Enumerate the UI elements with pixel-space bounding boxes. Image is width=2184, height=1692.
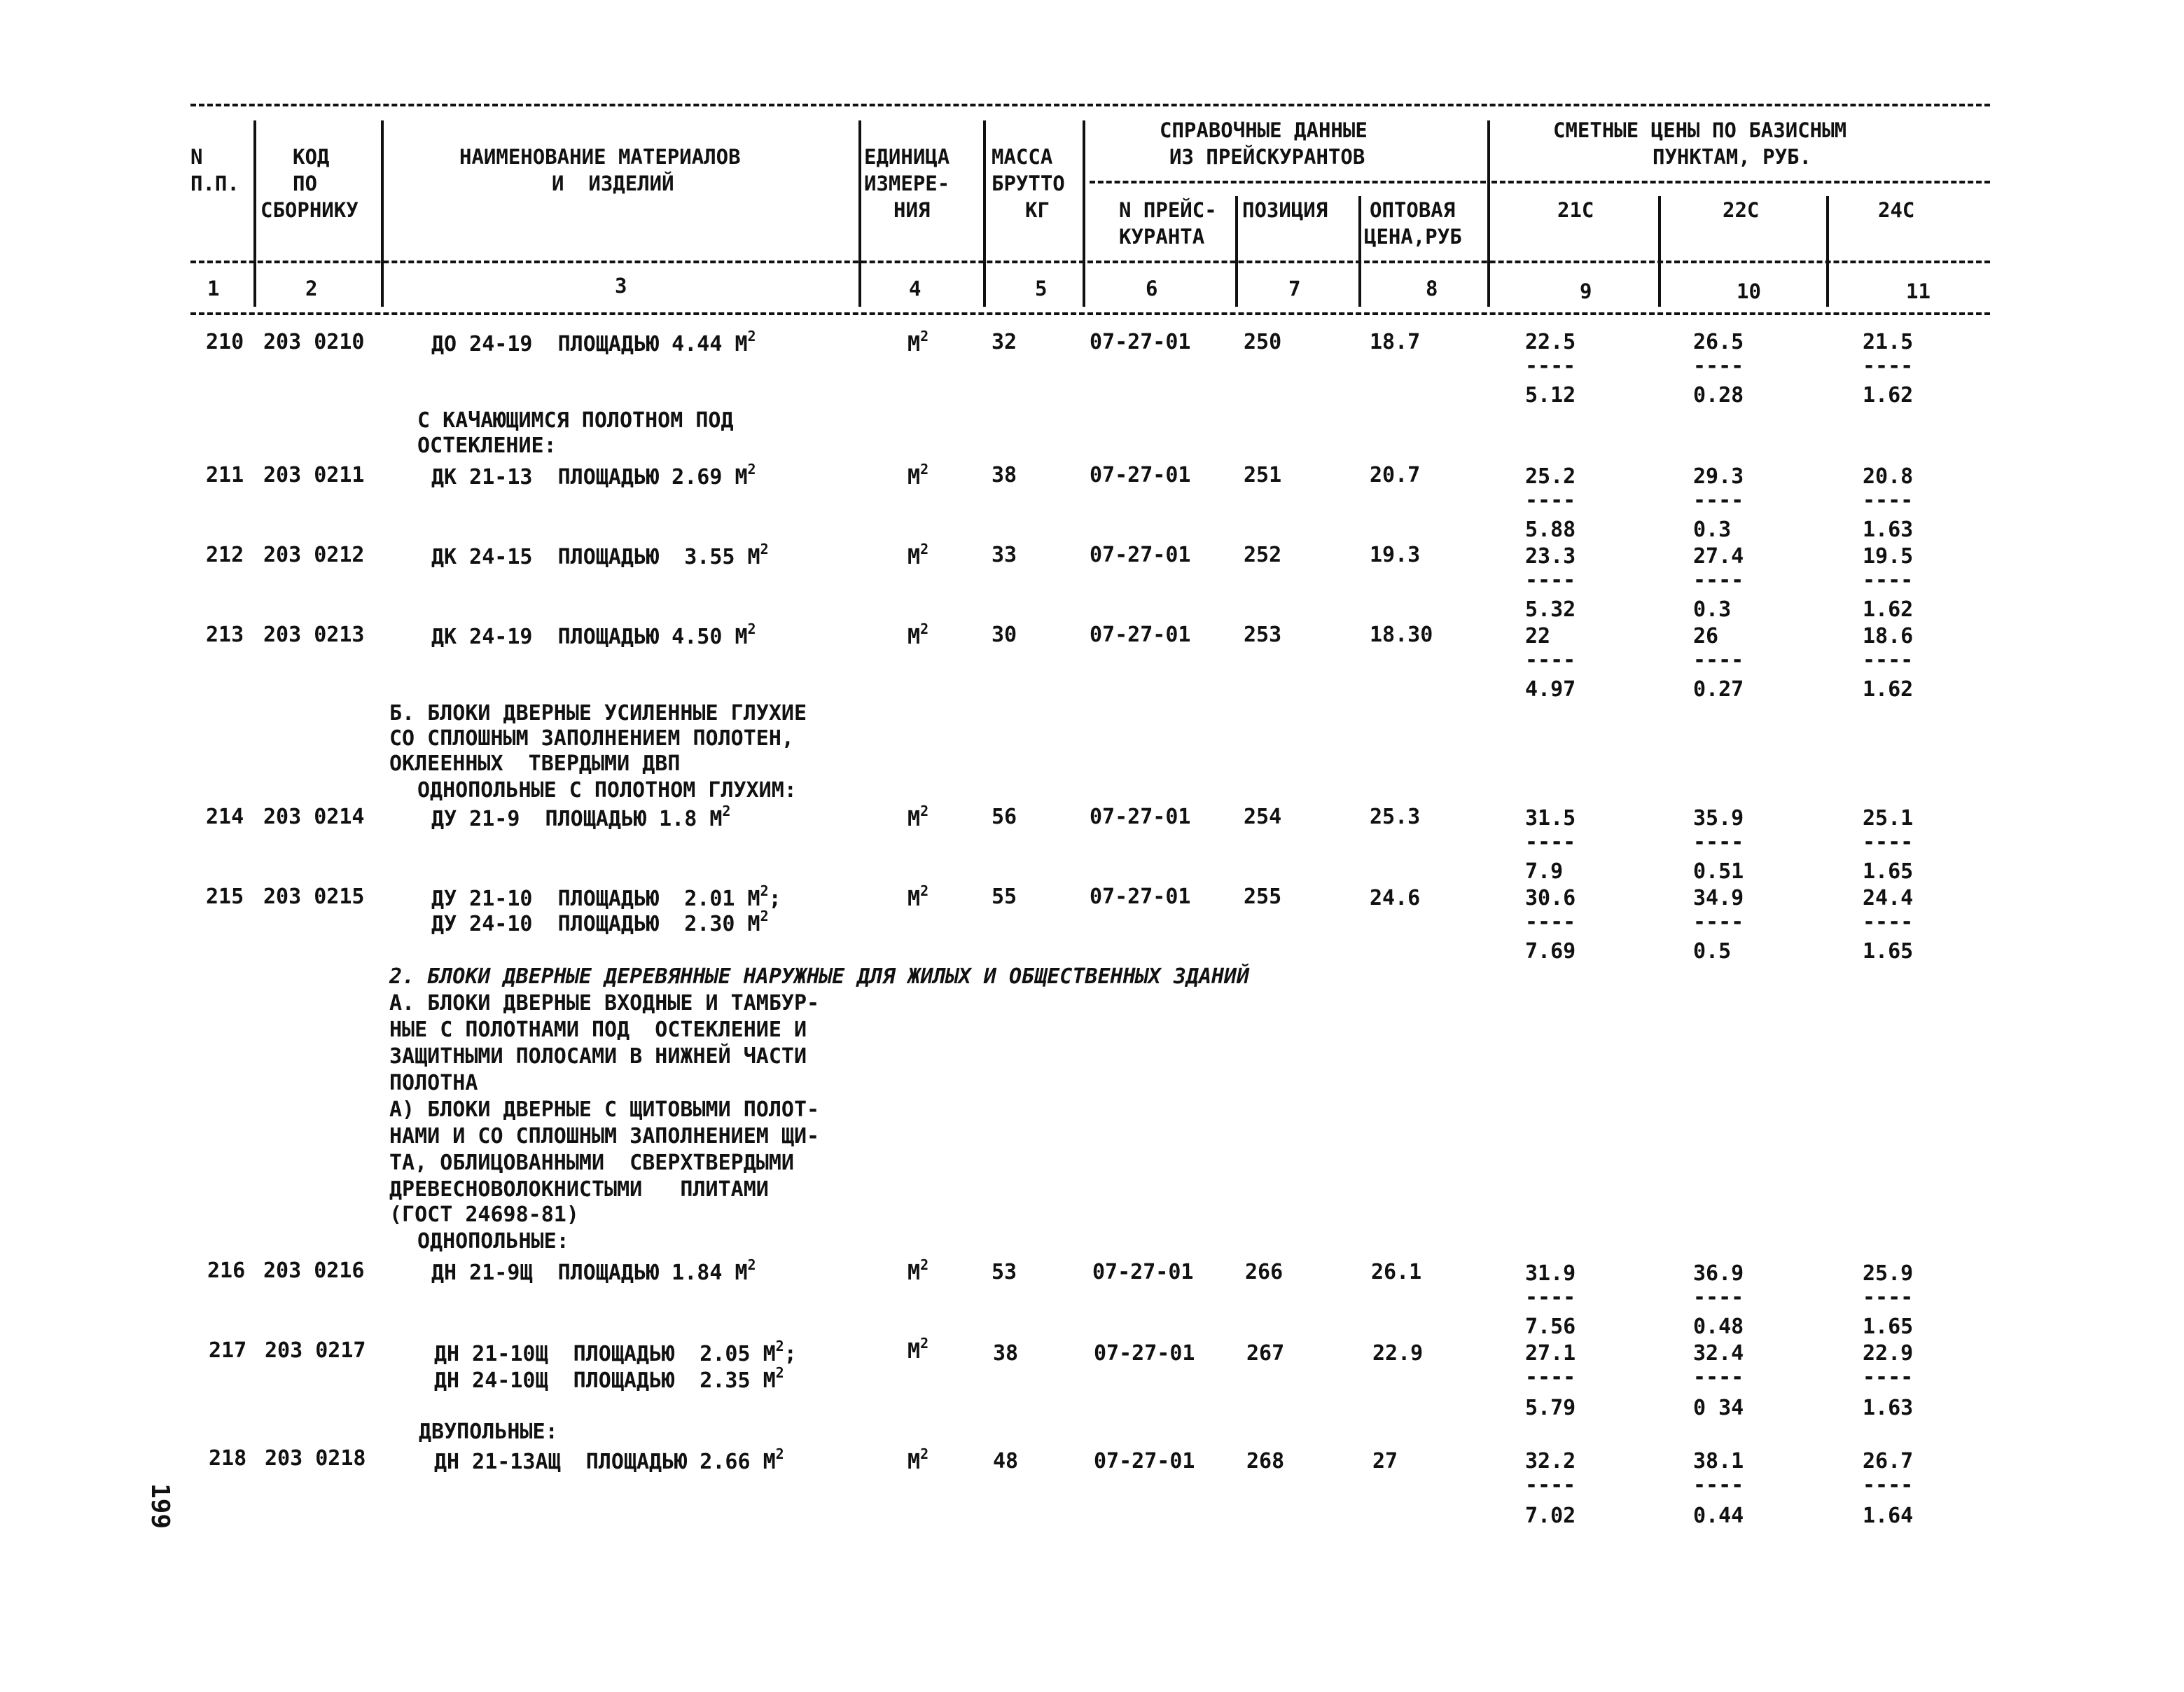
row-price-list: 07-27-01: [1092, 1260, 1194, 1284]
price-22c: 32.4: [1693, 1341, 1744, 1366]
colnum-3: 3: [615, 274, 627, 298]
row-code: 203 0218: [265, 1446, 366, 1471]
row-price-list: 07-27-01: [1090, 805, 1191, 829]
price-22c: 36.9: [1693, 1261, 1744, 1286]
section-heading: 2. БЛОКИ ДВЕРНЫЕ ДЕРЕВЯННЫЕ НАРУЖНЫЕ ДЛЯ ЖИЛЫХ И ОБЩЕСТВЕННЫХ ЗДАНИЙ: [389, 964, 1250, 989]
row-price-list: 07-27-01: [1090, 623, 1191, 647]
colnum-6: 6: [1146, 277, 1158, 300]
price-sep: ----: [1525, 354, 1576, 378]
price-22c-b: 0.3: [1693, 597, 1732, 622]
colnum-10: 10: [1737, 279, 1761, 303]
row-position: 266: [1245, 1260, 1284, 1284]
row-mass: 33: [992, 543, 1017, 567]
hdr-c3-line1: НАИМЕНОВАНИЕ МАТЕРИАЛОВ: [459, 145, 741, 169]
section-note: ЗАЩИТНЫМИ ПОЛОСАМИ В НИЖНЕЙ ЧАСТИ: [389, 1044, 807, 1069]
row-number: 218: [209, 1446, 247, 1471]
hdr-c11: 24С: [1878, 198, 1915, 222]
row-mass: 55: [992, 885, 1017, 909]
price-sep: ----: [1525, 1473, 1576, 1497]
price-21c: 27.1: [1525, 1341, 1576, 1366]
row-code: 203 0213: [263, 623, 365, 647]
hdr-g2-line1: СМЕТНЫЕ ЦЕНЫ ПО БАЗИСНЫМ: [1553, 118, 1847, 142]
price-sep: ----: [1863, 1285, 1914, 1310]
price-24c: 24.4: [1863, 886, 1914, 910]
price-24c-b: 1.65: [1863, 1315, 1914, 1339]
price-sep: ----: [1525, 830, 1576, 854]
row-name: ДО 24-19 ПЛОЩАДЬЮ 4.44 $М^2$: [431, 328, 756, 356]
header-bottom-rule: [190, 312, 1990, 315]
price-21c: 22.5: [1525, 330, 1576, 354]
col-sep: [983, 120, 986, 307]
hdr-c8-line2: ЦЕНА,РУБ: [1364, 225, 1462, 249]
price-24c-b: 1.64: [1863, 1504, 1914, 1528]
row-code: 203 0210: [263, 330, 365, 354]
header-mid-rule-right: [1491, 181, 1990, 183]
price-24c-b: 1.62: [1863, 597, 1914, 622]
hdr-c7: ПОЗИЦИЯ: [1242, 198, 1328, 222]
col-sep: [1658, 196, 1661, 307]
price-24c-b: 1.62: [1863, 383, 1914, 408]
hdr-c4-line3: НИЯ: [893, 198, 931, 222]
row-wholesale: 18.30: [1370, 623, 1433, 647]
row-number: 214: [206, 805, 244, 829]
row-mass: 38: [993, 1341, 1019, 1366]
row-wholesale: 20.7: [1370, 463, 1421, 487]
row-code: 203 0214: [263, 805, 365, 829]
hdr-g1-line2: ИЗ ПРЕЙСКУРАНТОВ: [1169, 145, 1365, 169]
price-21c-b: 4.97: [1525, 677, 1576, 702]
row-price-list: 07-27-01: [1090, 463, 1191, 487]
hdr-c2-line3: СБОРНИКУ: [260, 198, 359, 222]
price-22c: 29.3: [1693, 464, 1744, 489]
price-21c-b: 7.69: [1525, 939, 1576, 964]
price-sep: ----: [1863, 1473, 1914, 1497]
hdr-g1-line1: СПРАВОЧНЫЕ ДАННЫЕ: [1160, 118, 1368, 142]
price-22c-b: 0 34: [1693, 1396, 1744, 1420]
section-note: СО СПЛОШНЫМ ЗАПОЛНЕНИЕМ ПОЛОТЕН,: [389, 726, 794, 751]
header-mid-rule-left: [1090, 181, 1486, 183]
row-name: ДН 21-9Щ ПЛОЩАДЬЮ 1.84 $М^2$: [431, 1256, 756, 1285]
price-24c: 25.9: [1863, 1261, 1914, 1286]
section-note: ОДНОПОЛЬНЫЕ С ПОЛОТНОМ ГЛУХИМ:: [417, 778, 797, 803]
price-sep: ----: [1693, 568, 1744, 592]
section-note: Б. БЛОКИ ДВЕРНЫЕ УСИЛЕННЫЕ ГЛУХИЕ: [389, 701, 807, 726]
section-note: ТА, ОБЛИЦОВАННЫМИ СВЕРХТВЕРДЫМИ: [389, 1151, 794, 1175]
price-sep: ----: [1693, 1365, 1744, 1389]
row-name-2: ДН 24-10Щ ПЛОЩАДЬЮ 2.35 $М^2$: [434, 1364, 784, 1393]
row-price-list: 07-27-01: [1090, 885, 1191, 909]
row-wholesale: 19.3: [1370, 543, 1421, 567]
section-note: ПОЛОТНА: [389, 1071, 478, 1095]
price-21c-b: 7.56: [1525, 1315, 1576, 1339]
price-21c: 31.9: [1525, 1261, 1576, 1286]
price-21c-b: 7.02: [1525, 1504, 1576, 1528]
header-num-top-rule: [190, 261, 1990, 263]
row-mass: 32: [992, 330, 1017, 354]
col-sep: [1487, 120, 1490, 307]
price-sep: ----: [1525, 648, 1576, 672]
hdr-c4-line1: ЕДИНИЦА: [864, 145, 950, 169]
row-code: 203 0215: [263, 885, 365, 909]
price-24c-b: 1.63: [1863, 518, 1914, 542]
row-position: 251: [1244, 463, 1282, 487]
price-22c: 38.1: [1693, 1449, 1744, 1473]
price-21c-b: 5.12: [1525, 383, 1576, 408]
price-sep: ----: [1693, 648, 1744, 672]
row-name: ДК 21-13 ПЛОЩАДЬЮ 2.69 $М^2$: [431, 461, 756, 490]
row-unit: $М^2$: [907, 1335, 929, 1364]
price-22c-b: 0.27: [1693, 677, 1744, 702]
section-note: ОКЛЕЕННЫХ ТВЕРДЫМИ ДВП: [389, 751, 681, 776]
price-24c-b: 1.65: [1863, 859, 1914, 884]
price-21c: 23.3: [1525, 544, 1576, 569]
price-sep: ----: [1693, 488, 1744, 513]
col-sep: [1358, 196, 1361, 307]
colnum-4: 4: [909, 277, 921, 300]
row-unit: $М^2$: [907, 803, 929, 831]
row-number: 212: [206, 543, 244, 567]
section-note: НАМИ И СО СПЛОШНЫМ ЗАПОЛНЕНИЕМ ЩИ-: [389, 1124, 820, 1149]
price-21c-b: 5.79: [1525, 1396, 1576, 1420]
row-price-list: 07-27-01: [1094, 1449, 1195, 1473]
row-position: 250: [1244, 330, 1282, 354]
section-note: С КАЧАЮЩИМСЯ ПОЛОТНОМ ПОД: [417, 408, 734, 433]
hdr-c9: 21С: [1557, 198, 1594, 222]
colnum-9: 9: [1580, 279, 1592, 303]
hdr-c6-line2: КУРАНТА: [1119, 225, 1205, 249]
row-wholesale: 22.9: [1372, 1341, 1424, 1366]
price-sep: ----: [1863, 488, 1914, 513]
colnum-2: 2: [305, 277, 318, 300]
col-sep: [1235, 196, 1238, 307]
row-mass: 56: [992, 805, 1017, 829]
section-note: НЫЕ С ПОЛОТНАМИ ПОД ОСТЕКЛЕНИЕ И: [389, 1018, 807, 1042]
row-unit: $М^2$: [907, 328, 929, 356]
row-price-list: 07-27-01: [1090, 543, 1191, 567]
hdr-c3-line2: И ИЗДЕЛИЙ: [552, 172, 674, 195]
row-unit: $М^2$: [907, 1256, 929, 1285]
price-22c-b: 0.3: [1693, 518, 1732, 542]
hdr-c5-line2: БРУТТО: [992, 172, 1065, 195]
price-sep: ----: [1863, 648, 1914, 672]
price-24c: 20.8: [1863, 464, 1914, 489]
row-name: ДК 24-15 ПЛОЩАДЬЮ 3.55 $М^2$: [431, 541, 769, 569]
colnum-5: 5: [1035, 277, 1048, 300]
row-position: 253: [1244, 623, 1282, 647]
price-sep: ----: [1863, 910, 1914, 934]
price-22c: 35.9: [1693, 806, 1744, 831]
row-wholesale: 25.3: [1370, 805, 1421, 829]
row-mass: 30: [992, 623, 1017, 647]
price-22c: 26: [1693, 624, 1719, 649]
row-name: ДУ 21-9 ПЛОЩАДЬЮ 1.8 $М^2$: [431, 803, 731, 831]
row-code: 203 0211: [263, 463, 365, 487]
price-sep: ----: [1863, 1365, 1914, 1389]
section-note: ОДНОПОЛЬНЫЕ:: [417, 1229, 569, 1254]
col-sep: [381, 120, 384, 307]
price-22c: 34.9: [1693, 886, 1744, 910]
page-number: 199: [146, 1483, 175, 1530]
price-21c: 31.5: [1525, 806, 1576, 831]
row-number: 217: [209, 1338, 247, 1363]
row-code: 203 0217: [265, 1338, 366, 1363]
row-name: ДН 21-13АЩ ПЛОЩАДЬЮ 2.66 $М^2$: [434, 1445, 784, 1474]
row-code: 203 0212: [263, 543, 365, 567]
price-21c-b: 5.88: [1525, 518, 1576, 542]
hdr-c5-line1: МАССА: [992, 145, 1053, 169]
price-22c-b: 0.48: [1693, 1315, 1744, 1339]
hdr-c2-line1: КОД: [293, 145, 330, 169]
price-21c-b: 5.32: [1525, 597, 1576, 622]
header-top-rule: [190, 104, 1990, 106]
row-price-list: 07-27-01: [1090, 330, 1191, 354]
row-name: ДК 24-19 ПЛОЩАДЬЮ 4.50 $М^2$: [431, 620, 756, 649]
price-24c-b: 1.62: [1863, 677, 1914, 702]
row-mass: 53: [992, 1260, 1017, 1284]
colnum-7: 7: [1288, 277, 1301, 300]
row-wholesale: 24.6: [1370, 886, 1421, 910]
price-sep: ----: [1863, 354, 1914, 378]
price-21c: 22: [1525, 624, 1551, 649]
row-position: 267: [1246, 1341, 1285, 1366]
col-sep: [858, 120, 861, 307]
row-name-2: ДУ 24-10 ПЛОЩАДЬЮ 2.30 $М^2$: [431, 908, 769, 936]
hdr-c8-line1: ОПТОВАЯ: [1370, 198, 1456, 222]
row-number: 210: [206, 330, 244, 354]
section-note: ДВУПОЛЬНЫЕ:: [419, 1420, 558, 1444]
row-number: 215: [206, 885, 244, 909]
row-position: 255: [1244, 885, 1282, 909]
price-21c-b: 7.9: [1525, 859, 1564, 884]
hdr-c5-line3: КГ: [1025, 198, 1050, 222]
row-unit: $М^2$: [907, 620, 929, 649]
row-unit: $М^2$: [907, 541, 929, 569]
row-unit: $М^2$: [907, 1445, 929, 1474]
row-wholesale: 27: [1372, 1449, 1398, 1473]
price-24c: 22.9: [1863, 1341, 1914, 1366]
row-number: 213: [206, 623, 244, 647]
row-mass: 38: [992, 463, 1017, 487]
hdr-c10: 22С: [1723, 198, 1760, 222]
row-position: 254: [1244, 805, 1282, 829]
price-24c: 26.7: [1863, 1449, 1914, 1473]
price-sep: ----: [1693, 354, 1744, 378]
hdr-g2-line2: ПУНКТАМ, РУБ.: [1653, 145, 1811, 169]
price-24c: 21.5: [1863, 330, 1914, 354]
price-24c: 25.1: [1863, 806, 1914, 831]
price-22c-b: 0.51: [1693, 859, 1744, 884]
hdr-c1-line2: П.П.: [190, 172, 239, 195]
hdr-c4-line2: ИЗМЕРЕ-: [864, 172, 950, 195]
price-22c-b: 0.44: [1693, 1504, 1744, 1528]
section-note: А. БЛОКИ ДВЕРНЫЕ ВХОДНЫЕ И ТАМБУР-: [389, 991, 820, 1015]
price-21c: 30.6: [1525, 886, 1576, 910]
price-sep: ----: [1525, 568, 1576, 592]
row-number: 216: [207, 1258, 246, 1283]
price-22c-b: 0.28: [1693, 383, 1744, 408]
price-sep: ----: [1863, 830, 1914, 854]
row-position: 252: [1244, 543, 1282, 567]
row-number: 211: [206, 463, 244, 487]
row-name: ДН 21-10Щ ПЛОЩАДЬЮ 2.05 $М^2$;: [434, 1338, 797, 1366]
hdr-c6-line1: N ПРЕЙС-: [1119, 198, 1217, 222]
colnum-1: 1: [207, 277, 220, 300]
section-note: (ГОСТ 24698-81): [389, 1202, 579, 1227]
section-note: ОСТЕКЛЕНИЕ:: [417, 434, 557, 458]
price-24c-b: 1.65: [1863, 939, 1914, 964]
price-sep: ----: [1693, 1473, 1744, 1497]
price-24c: 18.6: [1863, 624, 1914, 649]
price-sep: ----: [1693, 830, 1744, 854]
price-21c: 32.2: [1525, 1449, 1576, 1473]
price-22c: 27.4: [1693, 544, 1744, 569]
price-sep: ----: [1525, 1365, 1576, 1389]
price-sep: ----: [1693, 1285, 1744, 1310]
hdr-c1-line1: N: [190, 145, 203, 169]
row-wholesale: 26.1: [1371, 1260, 1422, 1284]
section-note: ДРЕВЕСНОВОЛОКНИСТЫМИ ПЛИТАМИ: [389, 1177, 769, 1202]
price-22c-b: 0.5: [1693, 939, 1732, 964]
col-sep: [1083, 120, 1085, 307]
row-price-list: 07-27-01: [1094, 1341, 1195, 1366]
row-unit: $М^2$: [907, 461, 929, 490]
price-sep: ----: [1693, 910, 1744, 934]
col-sep: [253, 120, 256, 307]
colnum-8: 8: [1426, 277, 1438, 300]
price-sep: ----: [1525, 1285, 1576, 1310]
price-21c: 25.2: [1525, 464, 1576, 489]
price-24c-b: 1.63: [1863, 1396, 1914, 1420]
price-22c: 26.5: [1693, 330, 1744, 354]
row-code: 203 0216: [263, 1258, 365, 1283]
price-sep: ----: [1525, 910, 1576, 934]
price-sep: ----: [1863, 568, 1914, 592]
price-sep: ----: [1525, 488, 1576, 513]
section-note: А) БЛОКИ ДВЕРНЫЕ С ЩИТОВЫМИ ПОЛОТ-: [389, 1097, 820, 1122]
row-unit: $М^2$: [907, 882, 929, 911]
col-sep: [1826, 196, 1829, 307]
hdr-c2-line2: ПО: [293, 172, 317, 195]
row-wholesale: 18.7: [1370, 330, 1421, 354]
row-mass: 48: [993, 1449, 1019, 1473]
price-24c: 19.5: [1863, 544, 1914, 569]
row-position: 268: [1246, 1449, 1285, 1473]
row-name: ДУ 21-10 ПЛОЩАДЬЮ 2.01 $М^2$;: [431, 882, 781, 911]
colnum-11: 11: [1906, 279, 1931, 303]
